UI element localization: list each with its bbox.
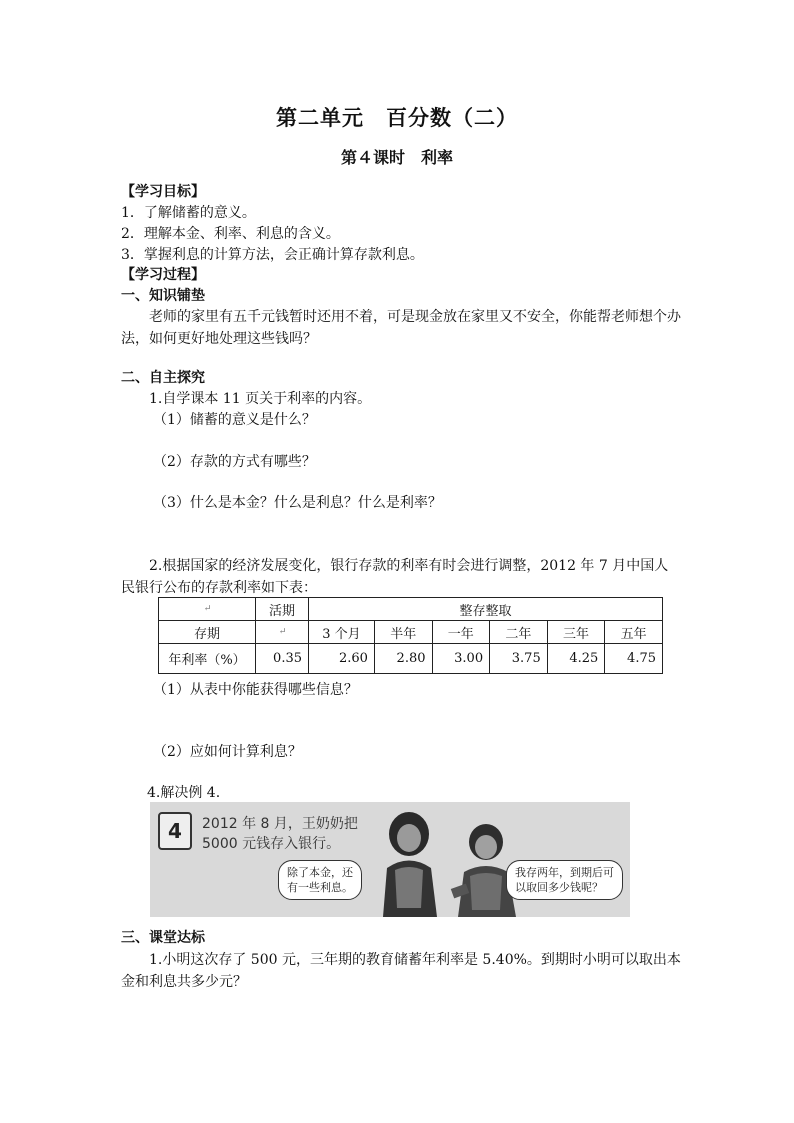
question-5: （2）应如何计算利息？: [153, 744, 302, 760]
example-text-line-2: 5000 元钱存入银行。: [202, 836, 341, 852]
table-header-fixed: 整存整取: [309, 598, 663, 621]
goal-item-2: 2．理解本金、利率、利息的含义。: [121, 226, 340, 242]
question-2: （2）存款的方式有哪些？: [153, 454, 316, 470]
table-term-cell: 3 个月: [309, 621, 375, 644]
table-term-cell: 半年: [374, 621, 432, 644]
table-rate-cell: 3.00: [432, 644, 490, 674]
table-term-cell: 二年: [490, 621, 548, 644]
goal-item-1: 1．了解储蓄的意义。: [121, 205, 256, 221]
table-row-label-rate: 年利率（%）: [159, 644, 256, 674]
question-4: （1）从表中你能获得哪些信息？: [153, 682, 358, 698]
table-header-current: 活期: [256, 598, 309, 621]
speech-bubble-grandma: 我存两年，到期后可 以取回多少钱呢？: [506, 860, 623, 900]
section-2-item-1: 1.自学课本 11 页关于利率的内容。: [149, 391, 372, 407]
section-2-item-2: 2.根据国家的经济发展变化，银行存款的利率有时会进行调整，2012 年 7 月中国人民银行公布的存款利率如下表：: [121, 558, 669, 596]
table-row-label-term: 存期: [159, 621, 256, 644]
table-term-cell: 三年: [547, 621, 605, 644]
section-2-heading: 二、自主探究: [121, 370, 205, 386]
lesson-subtitle: 第４课时 利率: [340, 148, 453, 167]
table-rate-current: 0.35: [256, 644, 309, 674]
table-rate-cell: 2.60: [309, 644, 375, 674]
table-term-cell: 五年: [605, 621, 663, 644]
section-3-item-1: 1.小明这次存了 500 元，三年期的教育储蓄年利率是 5.40%。到期时小明可以取出本金和利息共多少元？: [121, 952, 681, 990]
goal-item-3: 3．掌握利息的计算方法，会正确计算存款利息。: [121, 247, 424, 263]
table-rate-cell: 2.80: [374, 644, 432, 674]
goals-heading: 【学习目标】: [121, 184, 205, 200]
table-cell-empty: ↵: [159, 598, 256, 621]
speech-bubble-staff: 除了本金，还 有一些利息。: [278, 860, 362, 900]
example-text: [202, 814, 358, 854]
table-rate-cell: 4.25: [547, 644, 605, 674]
page-title: 第二单元 百分数（二）: [276, 105, 518, 130]
question-3: （3）什么是本金？什么是利息？什么是利率？: [153, 495, 442, 511]
process-heading: 【学习过程】: [121, 267, 205, 283]
table-rate-cell: 3.75: [490, 644, 548, 674]
table-row: [159, 644, 663, 674]
example-number-badge: 4: [158, 812, 192, 850]
table-row: [159, 621, 663, 644]
table-term-cell: 一年: [432, 621, 490, 644]
interest-rate-table: [158, 597, 663, 674]
question-1: （1）储蓄的意义是什么？: [153, 412, 316, 428]
section-1-heading: 一、知识铺垫: [121, 288, 205, 304]
woman-figure-icon: [365, 808, 455, 917]
table-row: [159, 598, 663, 621]
section-1-text: 老师的家里有五千元钱暂时还用不着，可是现金放在家里又不安全，你能帮老师想个办法，如何更好地处理这些钱吗？: [121, 309, 681, 347]
section-3-heading: 三、课堂达标: [121, 930, 205, 946]
example-4-illustration: [150, 802, 630, 917]
table-cell-empty: ↵: [256, 621, 309, 644]
example-text-line-1: 2012 年 8 月，王奶奶把: [202, 816, 358, 832]
table-rate-cell: 4.75: [605, 644, 663, 674]
section-2-item-4: 4.解决例 4.: [147, 785, 221, 801]
